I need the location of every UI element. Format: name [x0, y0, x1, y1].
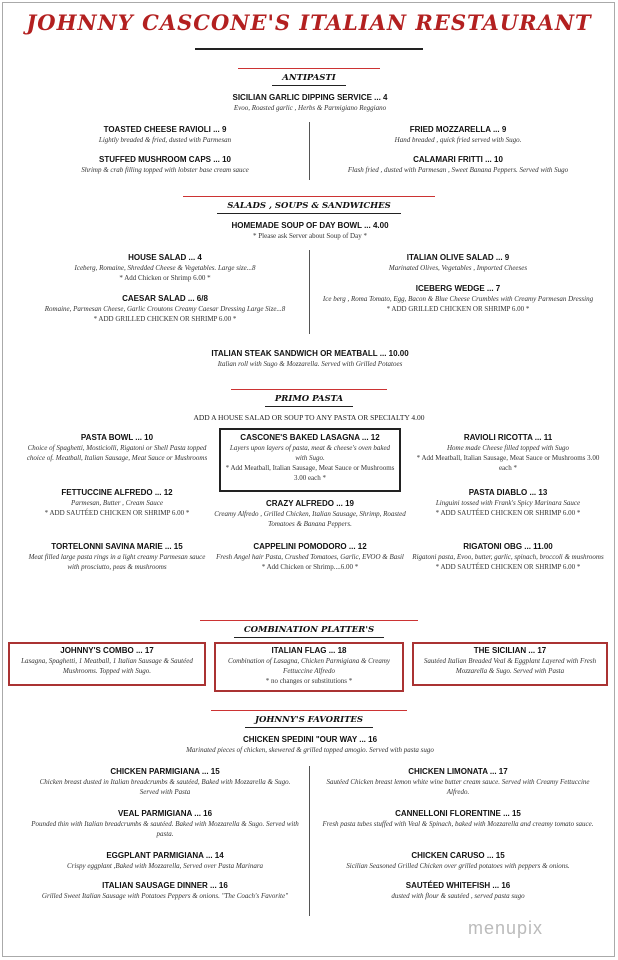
item-fettuccine-alfredo: FETTUCCINE ALFREDO ... 12 Parmesan, Butter , Cream Sauce * ADD SAUTÉED CHICKEN OR SHRIMP 6.00 * — [44, 488, 190, 517]
item-chicken-parmigiana: CHICKEN PARMIGIANA ... 15 Chicken breast dusted in Italian breadcrumbs & sautéed, Baked with Mozzarella & Sugo. Served with Pasta — [39, 767, 291, 796]
item-italian-flag: ITALIAN FLAG ... 18 Combination of Lasagna, Chicken Parmigiana & Creamy Fettuccine Alfredo * no changes or substitutions * — [227, 646, 391, 685]
item-crazy-alfredo: CRAZY ALFREDO ... 19 Creamy Alfredo , Grilled Chicken, Italian Sausage, Shrimp, Roasted Tomatoes & Banana Peppers. — [214, 499, 406, 528]
item-rigatoni-obg: RIGATONI OBG ... 11.00 Rigatoni pasta, Evoo, butter, garlic, spinach, broccoli & mushrooms * ADD SAUTÉED CHICKEN OR SHRIMP 6.00 * — [412, 542, 604, 571]
item-sicilian-garlic: SICILIAN GARLIC DIPPING SERVICE ... 4 Evoo, Roasted garlic , Herbs & Parmigiano Reggiano — [232, 93, 388, 112]
section-pasta: PRIMO PASTA — [0, 393, 618, 405]
item-johnnys-combo: JOHNNY'S COMBO ... 17 Lasagna, Spaghetti, 1 Meatball, 1 Italian Sausage & Sautéed Mushrooms. Topped with Sugo. — [21, 646, 193, 675]
title-underline — [195, 48, 423, 50]
section-salads: SALADS , SOUPS & SANDWICHES — [0, 200, 618, 212]
column-divider — [309, 766, 310, 916]
item-olive-salad: ITALIAN OLIVE SALAD ... 9 Marinated Olives, Vegetables , Imported Cheeses — [388, 253, 528, 272]
pasta-add-note: ADD A HOUSE SALAD OR SOUP TO ANY PASTA OR SPECIALTY 4.00 — [193, 413, 425, 422]
item-sausage-dinner: ITALIAN SAUSAGE DINNER ... 16 Grilled Sweet Italian Sausage with Potatoes Peppers & onions. "The Coach's Favorite" — [41, 881, 289, 900]
item-veal-parmigiana: VEAL PARMIGIANA ... 16 Pounded thin with Italian breadcrumbs & sautéed. Baked with Mozzarella & Sugo. Served with pasta. — [31, 809, 299, 838]
section-combination: COMBINATION PLATTER'S — [0, 624, 618, 636]
item-ravioli-ricotta: RAVIOLI RICOTTA ... 11 Home made Cheese filled topped with Sugo * Add Meatball, Italian Sausage, Meat Sauce or Mushrooms 3.00 each * — [416, 433, 600, 472]
item-cappelini: CAPPELINI POMODORO ... 12 Fresh Angel hair Pasta, Crushed Tomatoes, Garlic, EVOO & Basil * Add Chicken or Shrimp....6.00 * — [216, 542, 404, 571]
item-soup: HOMEMADE SOUP OF DAY BOWL ... 4.00 * Please ask Server about Soup of Day * — [231, 221, 389, 240]
item-calamari: CALAMARI FRITTI ... 10 Flash fried , dusted with Parmesan , Sweet Banana Peppers. Served with Sugo — [347, 155, 569, 174]
item-fried-mozzarella: FRIED MOZZARELLA ... 9 Hand breaded , quick fried served with Sugo. — [394, 125, 522, 144]
item-house-salad: HOUSE SALAD ... 4 Iceberg, Romaine, Shredded Cheese & Vegetables. Large size...8 * Add Chicken or Shrimp 6.00 * — [74, 253, 256, 282]
item-the-sicilian: THE SICILIAN ... 17 Sautéed Italian Breaded Veal & Eggplant Layered with Fresh Mozzarella & Sugo. Served with Pasta — [423, 646, 597, 675]
item-caesar-salad: CAESAR SALAD ... 6/8 Romaine, Parmesan Cheese, Garlic Croutons Creamy Caesar Dressing Large Size...8 * ADD GRILLED CHICKEN OR SHRIMP 6.00 * — [44, 294, 286, 323]
item-chicken-caruso: CHICKEN CARUSO ... 15 Sicilian Seasoned Grilled Chicken over grilled potatoes with peppers & onions. — [346, 851, 570, 870]
item-stuffed-mushroom: STUFFED MUSHROOM CAPS ... 10 Shrimp & crab filling topped with lobster base cream sauce — [81, 155, 249, 174]
section-favorites: JOHNNY'S FAVORITES — [0, 714, 618, 726]
item-iceberg-wedge: ICEBERG WEDGE ... 7 Ice berg , Roma Tomato, Egg, Bacon & Blue Cheese Crumbles with Creamy Parmesan Dressing * ADD GRILLED CHICKEN OR SHRIMP 6.00 * — [322, 284, 594, 313]
item-tortelonni: TORTELONNI SAVINA MARIE ... 15 Meat filled large pasta rings in a light creamy Parmesan sauce with prosciutto, peas & mushrooms — [28, 542, 206, 571]
item-chicken-limonata: CHICKEN LIMONATA ... 17 Sautéed Chicken breast lemon white wine butter cream sauce. Served with Creamy Fettuccine Alfredo. — [326, 767, 590, 796]
item-sauteed-whitefish: SAUTÉED WHITEFISH ... 16 dusted with flour & sautéed , served pasta sugo — [391, 881, 525, 900]
item-baked-lasagna: CASCONE'S BAKED LASAGNA ... 12 Layers upon layers of pasta, meat & cheese's oven baked with Sugo. * Add Meatball, Italian Sausage, Meat Sauce or Mushrooms 3.00 each * — [225, 433, 395, 482]
item-steak-sandwich: ITALIAN STEAK SANDWICH OR MEATBALL ... 10.00 Italian roll with Sugo & Mozzarella. Served with Grilled Potatoes — [211, 349, 409, 368]
restaurant-title: JOHNNY CASCONE'S ITALIAN RESTAURANT — [26, 10, 592, 35]
item-eggplant-parmigiana: EGGPLANT PARMIGIANA ... 14 Crispy eggplant ,Baked with Mozzarella, Served over Pasta Marinara — [66, 851, 264, 870]
item-toasted-ravioli: TOASTED CHEESE RAVIOLI ... 9 Lightly breaded & fried, dusted with Parmesan — [98, 125, 232, 144]
item-pasta-diablo: PASTA DIABLO ... 13 Linguini tossed with Frank's Spicy Marinara Sauce * ADD SAUTÉED CHICKEN OR SHRIMP 6.00 * — [435, 488, 581, 517]
menupix-watermark: menupix — [468, 918, 544, 938]
section-antipasti: ANTIPASTI — [0, 72, 618, 84]
item-cannelloni: CANNELLONI FLORENTINE ... 15 Fresh pasta tubes stuffed with Veal & Spinach, baked with Mozzarella and creamy tomato sauce. — [322, 809, 594, 828]
column-divider — [309, 250, 310, 334]
column-divider — [309, 122, 310, 180]
item-chicken-spedini: CHICKEN SPEDINI "OUR WAY ... 16 Marinated pieces of chicken, skewered & grilled topped amogio. Served with pasta sugo — [186, 735, 434, 754]
item-pasta-bowl: PASTA BOWL ... 10 Choice of Spaghetti, Mosticiolli, Rigatoni or Shell Pasta topped choice of. Meatball, Italian Sausage, Meat Sauce or Mushrooms — [26, 433, 208, 462]
